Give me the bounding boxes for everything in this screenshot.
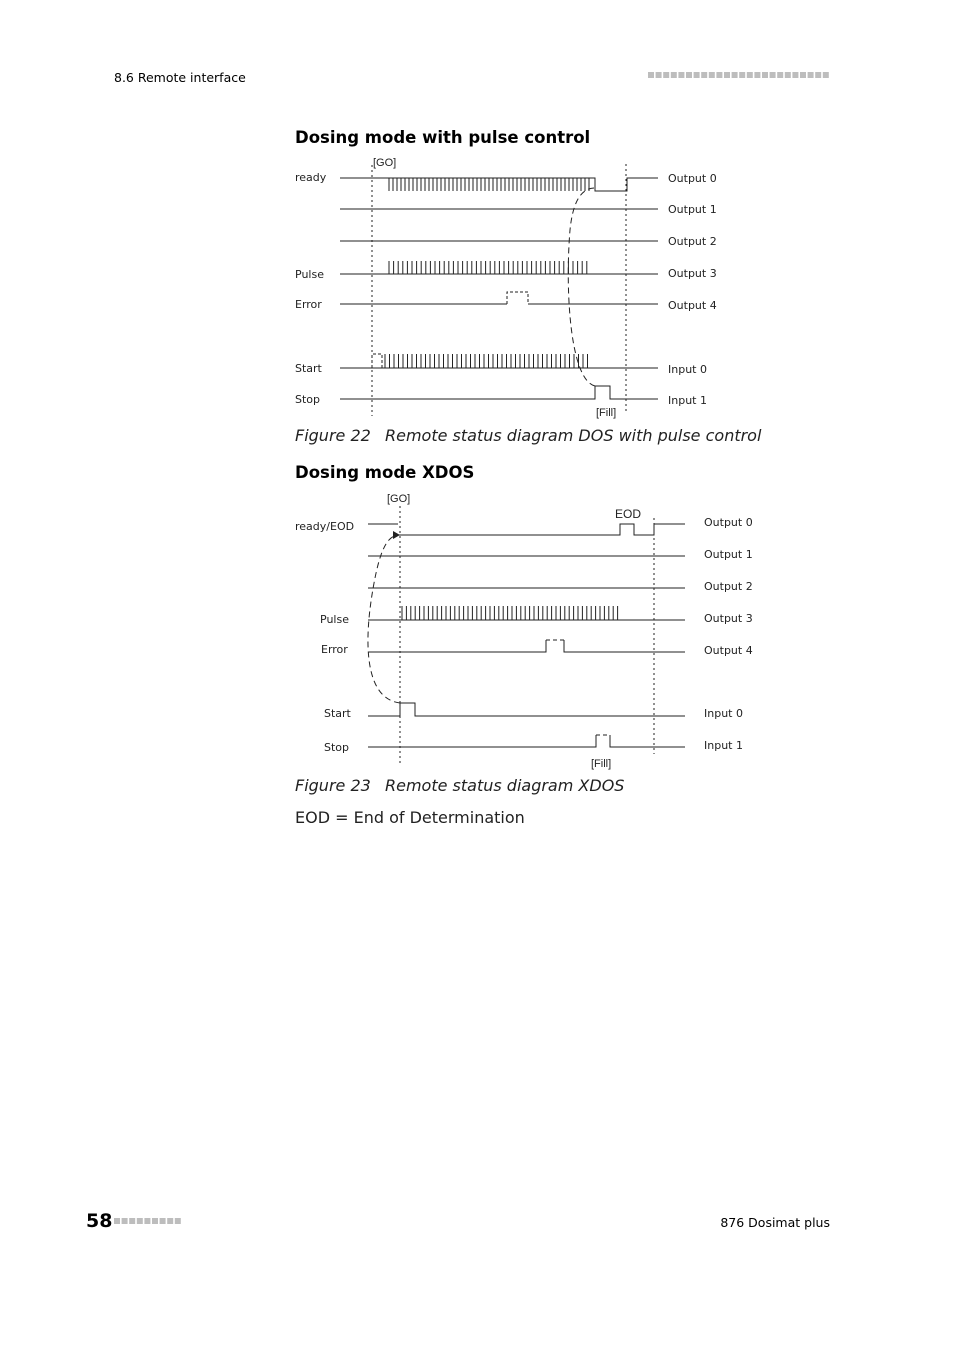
decoration-mark [747,72,753,78]
signal-error-dashed [507,292,528,304]
signal-stop [368,735,685,747]
signal-error [368,640,685,652]
decoration-mark [175,1218,181,1224]
label-output-1: Output 1 [704,548,753,561]
decoration-mark [663,72,669,78]
decoration-mark [754,72,760,78]
section-heading-pulse-control: Dosing mode with pulse control [295,128,591,147]
page-number: 58 [86,1210,113,1232]
label-pulse: Pulse [295,268,324,281]
decoration-mark [656,72,662,78]
figure-number: Figure 23 [295,776,371,795]
label-output-3: Output 3 [668,267,717,280]
decoration-mark [694,72,700,78]
decoration-mark [122,1218,128,1224]
fill-annotation: [Fill] [591,758,612,770]
go-annotation: [GO] [373,157,397,169]
label-output-2: Output 2 [704,580,753,593]
label-output-4: Output 4 [704,644,753,657]
figure-title: Remote status diagram DOS with pulse control [385,426,762,445]
signal-ready-eod [368,524,685,535]
label-error: Error [321,643,348,656]
signal-stop [340,386,658,399]
label-start: Start [324,707,351,720]
decoration-mark [129,1218,135,1224]
label-output-4: Output 4 [668,299,717,312]
label-output-0: Output 0 [704,516,753,529]
decoration-mark [732,72,738,78]
decoration-mark [152,1218,158,1224]
decoration-mark [701,72,707,78]
decoration-mark [785,72,791,78]
signal-ready-line [340,178,658,191]
decoration-mark [678,72,684,78]
go-annotation: [GO] [387,493,411,505]
decoration-mark [815,72,821,78]
arrow-head [393,531,400,539]
decoration-mark [808,72,814,78]
label-input-0: Input 0 [668,363,707,376]
label-output-0: Output 0 [668,172,717,185]
decoration-mark [160,1218,166,1224]
decoration-mark [671,72,677,78]
figure-caption-22 [295,426,761,445]
label-error: Error [295,298,322,311]
product-name: 876 Dosimat plus [720,1215,830,1230]
signal-start-dashed [372,354,382,368]
decoration-mark [823,72,829,78]
header-decoration-marks [648,72,830,80]
decoration-mark [777,72,783,78]
label-input-0: Input 0 [704,707,743,720]
label-start: Start [295,362,322,375]
label-input-1: Input 1 [668,394,707,407]
label-output-1: Output 1 [668,203,717,216]
eod-annotation: EOD [615,507,642,521]
label-stop: Stop [324,741,350,754]
figure-title: Remote status diagram XDOS [385,776,625,795]
footer-decoration-marks [114,1218,184,1226]
label-output-2: Output 2 [668,235,717,248]
fill-arrow-curve [568,188,595,386]
decoration-mark [770,72,776,78]
decoration-mark [716,72,722,78]
fill-annotation: [Fill] [596,407,617,419]
label-ready-eod: ready/EOD [295,520,355,533]
decoration-mark [686,72,692,78]
decoration-mark [800,72,806,78]
decoration-mark [144,1218,150,1224]
label-output-3: Output 3 [704,612,753,625]
decoration-mark [762,72,768,78]
timing-diagram-xdos [290,488,760,773]
label-stop: Stop [295,393,321,406]
decoration-mark [792,72,798,78]
label-input-1: Input 1 [704,739,743,752]
label-pulse: Pulse [320,613,349,626]
decoration-mark [709,72,715,78]
figure-number: Figure 22 [295,426,371,445]
figure-caption-23 [295,776,624,795]
section-header: 8.6 Remote interface [114,70,246,85]
decoration-mark [724,72,730,78]
label-ready: ready [295,171,327,184]
decoration-mark [167,1218,173,1224]
decoration-mark [137,1218,143,1224]
decoration-mark [648,72,654,78]
decoration-mark [739,72,745,78]
timing-diagram-pulse-control [290,150,740,425]
start-arrow-curve [368,535,400,703]
decoration-mark [114,1218,120,1224]
section-heading-xdos: Dosing mode XDOS [295,463,475,482]
signal-start [368,703,685,716]
eod-definition-note: EOD = End of Determination [295,808,525,827]
